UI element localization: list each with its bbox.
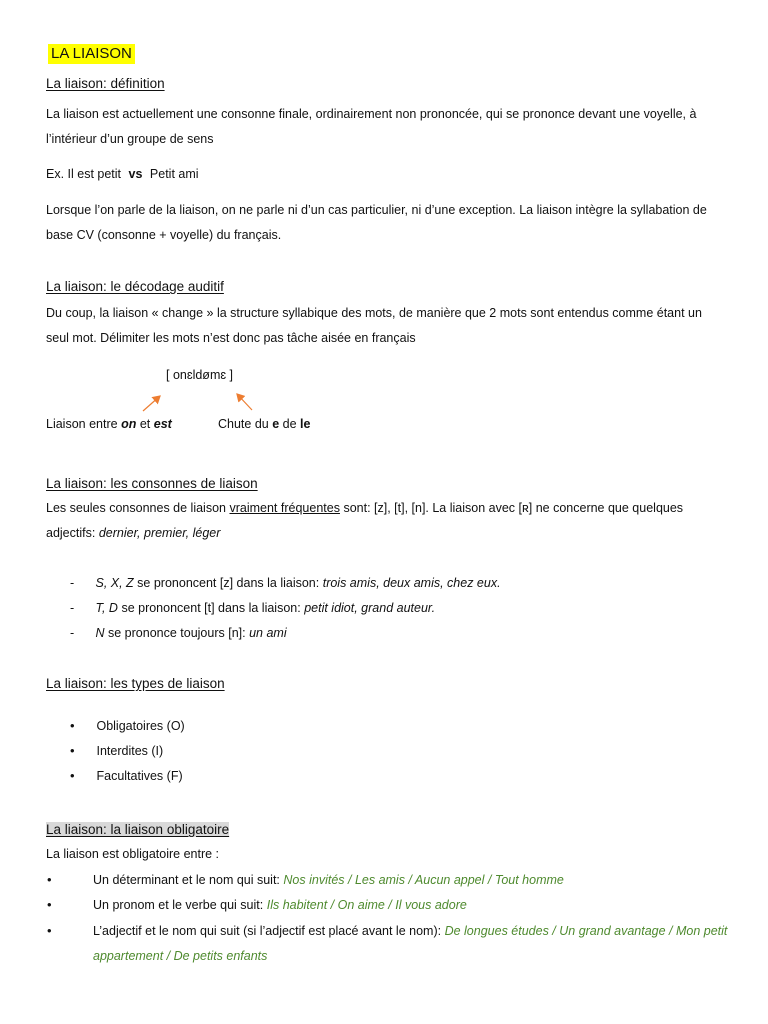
bullet-marker: • [70, 743, 75, 758]
item-lead: N [95, 626, 105, 640]
phonetic-transcription: [ onɛldømɛ ] [166, 368, 234, 382]
definition-paragraph: La liaison est actuellement une consonne finale, ordinairement non prononcée, qui se prononce devant une voyelle, à l’intérieur d’un groupe de sens [46, 107, 697, 146]
consonnes-paragraph [46, 496, 726, 546]
bullet-marker: • [70, 768, 75, 783]
heading-obligatoire: La liaison: la liaison obligatoire [46, 822, 230, 837]
consonnes-mid: sont: [z], [t], [n]. La liaison avec [ʀ] ne concerne que quelques adjectifs: [46, 501, 684, 540]
list-item [70, 601, 435, 615]
arrow-chute [237, 394, 252, 410]
label-chute-e: e [272, 417, 280, 431]
item-example: un ami [249, 626, 287, 640]
item-text: se prononce toujours [n]: [108, 626, 246, 640]
list-item [70, 626, 287, 640]
list-item [47, 892, 753, 918]
heading-consonnes: La liaison: les consonnes de liaison [46, 476, 258, 491]
bullet-marker: • [47, 872, 52, 887]
bullet-marker: • [47, 923, 52, 938]
list-item [47, 918, 753, 969]
item-example: De longues études / Un grand avantage / Mon petit appartement / De petits enfants [93, 924, 728, 963]
label-liaison-est: est [153, 417, 172, 431]
item-lead: S, X, Z [95, 576, 134, 590]
label-chute-de: de [282, 417, 297, 431]
label-chute-prefix: Chute du [218, 417, 269, 431]
item-text: Un déterminant et le nom qui suit: [93, 873, 280, 887]
heading-definition: La liaison: définition [46, 76, 165, 91]
item-example: trois amis, deux amis, chez eux. [322, 576, 501, 590]
example-prefix: Ex. Il est petit [46, 167, 122, 181]
consonnes-underlined: vraiment fréquentes [229, 501, 340, 515]
bullet-marker: • [70, 718, 75, 733]
label-liaison-prefix: Liaison entre [46, 417, 118, 431]
heading-types: La liaison: les types de liaison [46, 676, 225, 691]
arrow-liaison [143, 396, 160, 411]
item-example: petit idiot, grand auteur. [304, 601, 436, 615]
item-example: Nos invités / Les amis / Aucun appel / Tout homme [283, 873, 564, 887]
dash-marker: - [70, 626, 75, 640]
item-text: L’adjectif et le nom qui suit (si l’adjectif est placé avant le nom): [93, 924, 442, 938]
decodage-paragraph: Du coup, la liaison « change » la structure syllabique des mots, de manière que 2 mots sont entendus comme étant un seul mot. Délimiter les mots n’est donc pas tâche aisée en français [46, 306, 702, 345]
example-vs: vs [128, 167, 143, 181]
label-liaison-et: et [139, 417, 151, 431]
label-chute [218, 417, 310, 431]
consonnes-prefix: Les seules consonnes de liaison [46, 501, 226, 515]
item-text: se prononcent [z] dans la liaison: [137, 576, 320, 590]
list-item [70, 743, 163, 758]
document-title: LA LIAISON [48, 44, 135, 64]
example-suffix: Petit ami [149, 167, 199, 181]
item-example: Ils habitent / On aime / Il vous adore [266, 898, 467, 912]
definition-paragraph-2: Lorsque l’on parle de la liaison, on ne parle ni d’un cas particulier, ni d’une exception. La liaison intègre la syllabation de base CV (consonne + voyelle) du français. [46, 203, 707, 242]
type-label: Facultatives (F) [96, 769, 183, 783]
list-item [70, 768, 183, 783]
label-liaison [46, 417, 172, 431]
bullet-marker: • [47, 897, 52, 912]
heading-decodage: La liaison: le décodage auditif [46, 279, 224, 294]
obligatoire-intro: La liaison est obligatoire entre : [46, 847, 220, 861]
type-label: Obligatoires (O) [96, 719, 185, 733]
dash-marker: - [70, 601, 75, 615]
consonnes-adjectives: dernier, premier, léger [98, 526, 221, 540]
item-text: Un pronom et le verbe qui suit: [93, 898, 264, 912]
list-item [47, 867, 753, 893]
item-lead: T, D [95, 601, 118, 615]
label-liaison-on: on [121, 417, 137, 431]
list-item [70, 718, 185, 733]
list-item [70, 576, 501, 590]
dash-marker: - [70, 576, 75, 590]
label-chute-le: le [300, 417, 311, 431]
item-text: se prononcent [t] dans la liaison: [121, 601, 301, 615]
type-label: Interdites (I) [96, 744, 164, 758]
